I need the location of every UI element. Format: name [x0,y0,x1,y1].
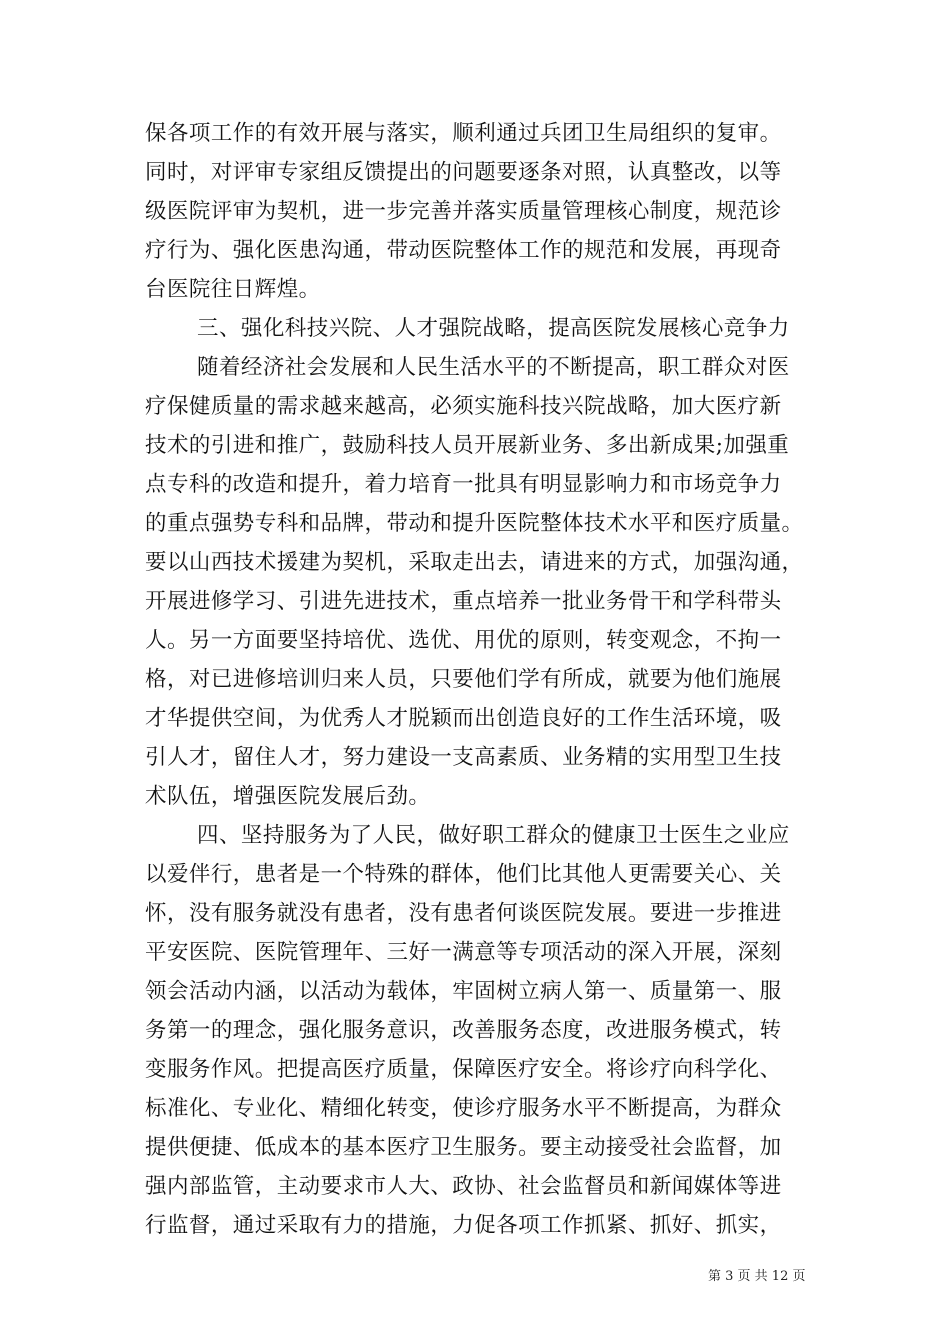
text-line: 开展进修学习、引进先进技术，重点培养一批业务骨干和学科带头 [145,589,782,614]
text-line: 格，对已进修培训归来人员，只要他们学有所成，就要为他们施展 [145,667,782,692]
text-line: 强内部监管，主动要求市人大、政协、社会监督员和新闻媒体等进 [145,1174,782,1199]
text-line: 保各项工作的有效开展与落实，顺利通过兵团卫生局组织的复审。 [145,121,782,146]
text-line: 人。另一方面要坚持培优、选优、用优的原则，转变观念，不拘一 [145,628,782,653]
text-line: 变服务作风。把提高医疗质量，保障医疗安全。将诊疗向科学化、 [145,1057,782,1082]
text-line: 技术的引进和推广，鼓励科技人员开展新业务、多出新成果;加强重 [145,433,790,458]
text-line: 平安医院、医院管理年、三好一满意等专项活动的深入开展，深刻 [145,940,782,965]
section-heading: 三、强化科技兴院、人才强院战略，提高医院发展核心竞争力 [197,316,790,341]
text-line: 级医院评审为契机，进一步完善并落实质量管理核心制度，规范诊 [145,199,782,224]
text-line: 要以山西技术援建为契机，采取走出去，请进来的方式，加强沟通， [145,550,804,575]
text-line: 点专科的改造和提升，着力培育一批具有明显影响力和市场竞争力 [145,472,782,497]
text-line: 以爱伴行，患者是一个特殊的群体，他们比其他人更需要关心、关 [145,862,782,887]
text-line: 随着经济社会发展和人民生活水平的不断提高，职工群众对医 [197,355,790,380]
text-line: 领会活动内涵，以活动为载体，牢固树立病人第一、质量第一、服 [145,979,782,1004]
text-line: 术队伍，增强医院发展后劲。 [145,784,431,809]
text-line: 的重点强势专科和品牌，带动和提升医院整体技术水平和医疗质量。 [145,511,804,536]
section-heading: 四、坚持服务为了人民，做好职工群众的健康卫士医生之业应 [197,823,790,848]
text-line: 怀，没有服务就没有患者，没有患者何谈医院发展。要进一步推进 [145,901,782,926]
text-line: 行监督，通过采取有力的措施，力促各项工作抓紧、抓好、抓实， [145,1213,782,1238]
text-line: 台医院往日辉煌。 [145,277,321,302]
text-line: 引人才，留住人才，努力建设一支高素质、业务精的实用型卫生技 [145,745,782,770]
text-line: 标准化、专业化、精细化转变，使诊疗服务水平不断提高，为群众 [145,1096,782,1121]
page-number: 第 3 页 共 12 页 [708,1269,806,1284]
text-line: 疗行为、强化医患沟通，带动医院整体工作的规范和发展，再现奇 [145,238,782,263]
text-line: 才华提供空间，为优秀人才脱颖而出创造良好的工作生活环境，吸 [145,706,782,731]
text-line: 疗保健质量的需求越来越高，必须实施科技兴院战略，加大医疗新 [145,394,782,419]
text-line: 提供便捷、低成本的基本医疗卫生服务。要主动接受社会监督，加 [145,1135,782,1160]
text-line: 同时，对评审专家组反馈提出的问题要逐条对照，认真整改，以等 [145,160,782,185]
text-line: 务第一的理念，强化服务意识，改善服务态度，改进服务模式，转 [145,1018,782,1043]
